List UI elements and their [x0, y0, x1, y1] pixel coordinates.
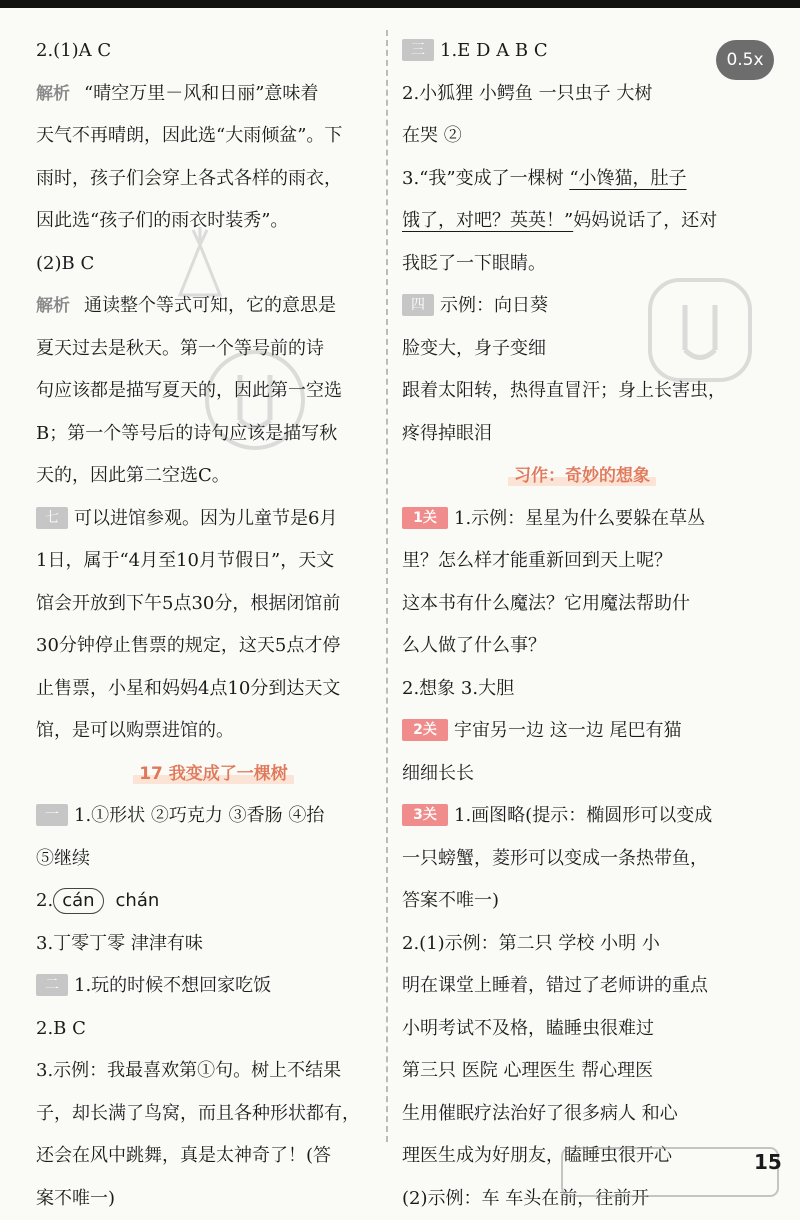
- text-line: (2)示例：车 车头在前，往前开: [402, 1178, 762, 1220]
- text-line: 跟着太阳转，热得直冒汗；身上长害虫，: [402, 370, 762, 413]
- left-column: [36, 30, 391, 1220]
- section-tag-yi: 一: [36, 804, 68, 826]
- text-line: 小明考试不及格，瞌睡虫很难过: [402, 1008, 762, 1051]
- text-line: 还会在风中跳舞，真是太神奇了！(答: [36, 1135, 391, 1178]
- answer-line: 2.B C: [36, 1008, 391, 1051]
- text-line: 第三只 医院 心理医生 帮心理医: [402, 1050, 762, 1093]
- answer-line: 2. cán chán: [36, 880, 391, 923]
- lesson-title: 17 我变成了一棵树: [36, 753, 391, 796]
- answer-line: 一 1.①形状 ②巧克力 ③香肠 ④抬: [36, 795, 391, 838]
- level-tag-1: 1关: [402, 507, 448, 529]
- text-line: 1日，属于“4月至10月节假日”，天文: [36, 540, 391, 583]
- text-line: 明在课堂上睡着，错过了老师讲的重点: [402, 965, 762, 1008]
- text-line: 我眨了一下眼睛。: [402, 243, 762, 286]
- answer-line: 3.丁零丁零 津津有味: [36, 923, 391, 966]
- analysis-line: 解析 “晴空万里－风和日丽”意味着: [36, 73, 391, 116]
- text-line: 雨时，孩子们会穿上各式各样的雨衣，: [36, 158, 391, 201]
- carrot-watermark-icon: [165, 225, 235, 305]
- answer-line: 2关 宇宙另一边 这一边 尾巴有猫: [402, 710, 762, 753]
- top-edge-bar: [0, 0, 800, 8]
- brand-watermark-icon: [640, 270, 760, 390]
- text-line: 案不唯一): [36, 1178, 391, 1220]
- answer-line: 2.(1)示例：第二只 学校 小明 小: [402, 923, 762, 966]
- answer-line: 3关 1.画图略(提示：椭圆形可以变成: [402, 795, 762, 838]
- column-divider: [386, 30, 388, 1142]
- text-line: 一只螃蟹，菱形可以变成一条热带鱼，: [402, 838, 762, 881]
- text-line: 天的，因此第二空选C。: [36, 455, 391, 498]
- text-line: 止售票，小星和妈妈4点10分到达天文: [36, 668, 391, 711]
- analysis-line: 解析 通读整个等式可知，它的意思是: [36, 285, 391, 328]
- text-line: 30分钟停止售票的规定，这天5点才停: [36, 625, 391, 668]
- underlined-quote: 饿了，对吧？英英！”: [402, 210, 573, 231]
- answer-line: 2.小狐狸 小鳄鱼 一只虫子 大树: [402, 73, 762, 116]
- footer-watermark: [560, 1146, 780, 1198]
- answer-line: 1关 1.示例：星星为什么要躲在草丛: [402, 498, 762, 541]
- answer-line: 三 1.E D A B C: [402, 30, 762, 73]
- section-title: 习作：奇妙的想象: [402, 455, 762, 498]
- analysis-label: 解析: [36, 84, 70, 104]
- answer-line: 2.想象 3.大胆: [402, 668, 762, 711]
- underlined-quote: “小馋猫，肚子: [569, 168, 686, 189]
- answer-line: 3.“我”变成了一棵树 “小馋猫，肚子: [402, 158, 762, 201]
- text-line: 饿了，对吧？英英！”妈妈说话了，还对: [402, 200, 762, 243]
- answer-line: 四 示例：向日葵: [402, 285, 762, 328]
- text-line: B；第一个等号后的诗句应该是描写秋: [36, 413, 391, 456]
- text-line: 馆，是可以购票进馆的。: [36, 710, 391, 753]
- answer-line: 二 1.玩的时候不想回家吃饭: [36, 965, 391, 1008]
- text-line: 夏天过去是秋天。第一个等号前的诗: [36, 328, 391, 371]
- analysis-label: 解析: [36, 296, 70, 316]
- text-line: 天气不再晴朗，因此选“大雨倾盆”。下: [36, 115, 391, 158]
- answer-circle-logo-icon: [560, 1146, 780, 1198]
- circled-pinyin: cán: [53, 888, 103, 914]
- text-line: 这本书有什么魔法？它用魔法帮助什: [402, 583, 762, 626]
- answer-line: 七 可以进馆参观。因为儿童节是6月: [36, 498, 391, 541]
- text-line: 里？怎么样才能重新回到天上呢？: [402, 540, 762, 583]
- level-tag-2: 2关: [402, 719, 448, 741]
- text-line: ⑤继续: [36, 838, 391, 881]
- text-line: 句应该都是描写夏天的，因此第一空选: [36, 370, 391, 413]
- answer-line: (2)B C: [36, 243, 391, 286]
- text-line: 脸变大，身子变细: [402, 328, 762, 371]
- text-line: 理医生成为好朋友，瞌睡虫很开心: [402, 1135, 762, 1178]
- playback-speed-button[interactable]: 0.5x: [716, 40, 774, 80]
- brand-watermark-icon: [200, 345, 310, 455]
- answer-line: 2.(1)A C: [36, 30, 391, 73]
- level-tag-3: 3关: [402, 804, 448, 826]
- text-line: 因此选“孩子们的雨衣时装秀”。: [36, 200, 391, 243]
- text-line: 子，却长满了鸟窝，而且各种形状都有，: [36, 1093, 391, 1136]
- text-line: 生用催眠疗法治好了很多病人 和心: [402, 1093, 762, 1136]
- text-line: 么人做了什么事？: [402, 625, 762, 668]
- section-tag-san: 三: [402, 39, 434, 61]
- section-tag-er: 二: [36, 974, 68, 996]
- page-number: 15: [754, 1150, 782, 1174]
- text-line: 馆会开放到下午5点30分，根据闭馆前: [36, 583, 391, 626]
- text-line: 在哭 ②: [402, 115, 762, 158]
- answer-line: 3.示例：我最喜欢第①句。树上不结果: [36, 1050, 391, 1093]
- section-tag-qi: 七: [36, 507, 68, 529]
- text-line: 答案不唯一): [402, 880, 762, 923]
- text-line: 疼得掉眼泪: [402, 413, 762, 456]
- text-line: 细细长长: [402, 753, 762, 796]
- right-column: [402, 30, 762, 1220]
- section-tag-si: 四: [402, 294, 434, 316]
